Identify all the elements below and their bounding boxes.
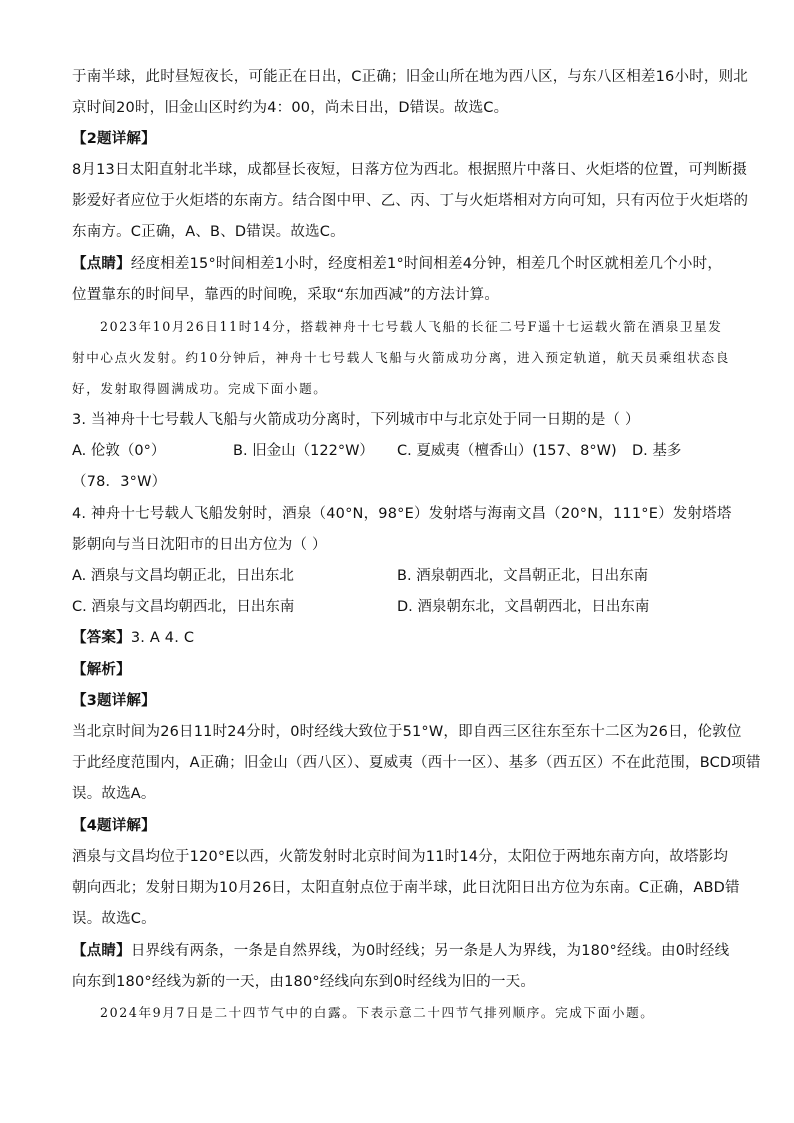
question-stem: 影朝向与当日沈阳市的日出方位为（ ） xyxy=(72,537,327,553)
text-line: 酒泉与文昌均位于120°E以西，火箭发射时北京时间为11时14分，太阳位于两地东南方向，故塔影均 xyxy=(72,849,729,865)
text-line: 于南半球，此时昼短夜长，可能正在日出，C正确；旧金山所在地为西八区，与东八区相差16小时，则北 xyxy=(72,69,748,85)
answer-text: 3. A 4. C xyxy=(130,630,195,646)
option-a: A. 酒泉与文昌均朝正北，日出东北 xyxy=(72,568,294,584)
text-line: 当北京时间为26日11时24分时，0时经线大致位于51°W，即自西三区往东至东十二区为26日，伦敦位 xyxy=(72,724,742,740)
section-heading: 【2题详解】 xyxy=(72,131,156,147)
text-line: 影爱好者应位于火炬塔的东南方。结合图中甲、乙、丙、丁与火炬塔相对方向可知，只有丙位于火炬塔的 xyxy=(72,193,749,209)
text-line: 向东到180°经线为新的一天，由180°经线向东到0时经线为旧的一天。 xyxy=(72,974,536,990)
option-a: A. 伦敦（0°） xyxy=(72,443,166,459)
section-heading: 【4题详解】 xyxy=(72,818,156,834)
answer-line xyxy=(72,628,732,648)
option-c: C. 夏威夷（檀香山）(157、8°W) xyxy=(397,443,617,459)
text-line: 8月13日太阳直射北半球，成都昼长夜短，日落方位为西北。根据照片中落日、火炬塔的位置，可判断摄 xyxy=(72,162,748,178)
text-line: 于此经度范围内，A正确；旧金山（西八区）、夏威夷（西十一区）、基多（西五区）不在此范围，BCD项错 xyxy=(72,755,761,771)
tip-tag: 【点睛】 xyxy=(72,256,131,272)
text-line: 朝向西北；发射日期为10月26日，太阳直射点位于南半球，此日沈阳日出方位为东南。C正确，ABD错 xyxy=(72,880,740,896)
option-c: C. 酒泉与文昌均朝西北，日出东南 xyxy=(72,599,295,615)
option-b: B. 旧金山（122°W） xyxy=(233,443,374,459)
analysis-heading: 【解析】 xyxy=(72,662,131,678)
question-stem: 4. 神舟十七号载人飞船发射时，酒泉（40°N，98°E）发射塔与海南文昌（20°N，111°E）发射塔塔 xyxy=(72,506,732,522)
text-line: 误。故选A。 xyxy=(72,786,156,802)
material-line: 2024年9月7日是二十四节气中的白露。下表示意二十四节气排列顺序。完成下面小题。 xyxy=(100,1005,655,1020)
tip-text: 经度相差15°时间相差1小时，经度相差1°时间相差4分钟，相差几个时区就相差几个小时， xyxy=(130,256,723,272)
material-line: 好，发射取得圆满成功。完成下面小题。 xyxy=(72,381,328,396)
option-wrap: （78．3°W） xyxy=(72,474,167,490)
answer-tag: 【答案】 xyxy=(72,630,131,646)
section-heading: 【3题详解】 xyxy=(72,693,156,709)
question-stem: 3. 当神舟十七号载人飞船与火箭成功分离时，下列城市中与北京处于同一日期的是（ ） xyxy=(72,412,640,428)
material-line: 2023年10月26日11时14分，搭载神舟十七号载人飞船的长征二号F遥十七运载火箭在酒泉卫星发 xyxy=(100,319,723,334)
tip-line xyxy=(72,254,732,274)
option-b: B. 酒泉朝西北，文昌朝正北，日出东南 xyxy=(397,568,649,584)
option-d: D. 基多 xyxy=(632,443,682,459)
text-line: 误。故选C。 xyxy=(72,911,156,927)
tip-line xyxy=(72,941,732,961)
material-line: 射中心点火发射。约10分钟后，神舟十七号载人飞船与火箭成功分离，进入预定轨道，航天员乘组状态良 xyxy=(72,350,730,365)
option-d: D. 酒泉朝东北，文昌朝西北，日出东南 xyxy=(397,599,650,615)
text-line: 京时间20时，旧金山区时约为4：00，尚未日出，D错误。故选C。 xyxy=(72,100,509,116)
text-line: 东南方。C正确，A、B、D错误。故选C。 xyxy=(72,224,345,240)
text-line: 位置靠东的时间早，靠西的时间晚，采取“东加西减”的方法计算。 xyxy=(72,287,500,303)
tip-tag: 【点睛】 xyxy=(72,943,131,959)
tip-text: 日界线有两条，一条是自然界线，为0时经线；另一条是人为界线，为180°经线。由0时经线 xyxy=(130,943,730,959)
